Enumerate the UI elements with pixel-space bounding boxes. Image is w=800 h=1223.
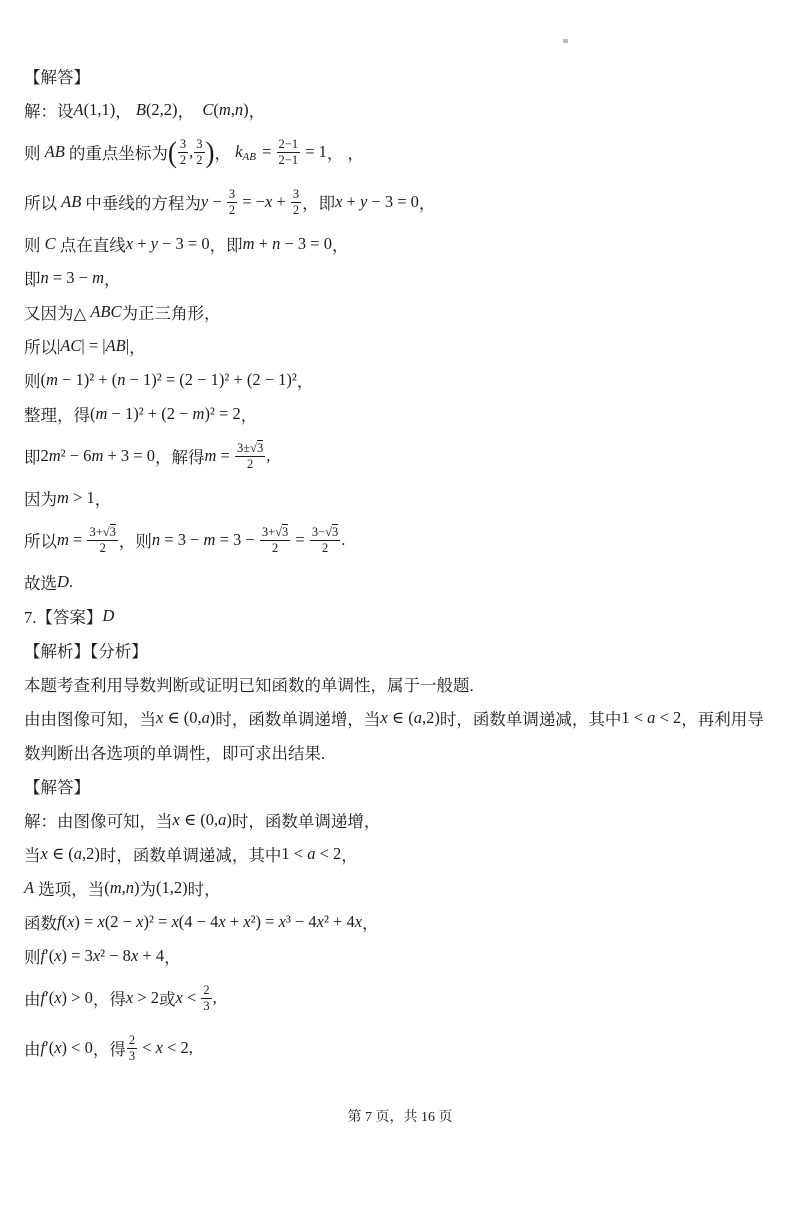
text-run: 点在直线: [55, 236, 126, 255]
fraction: [310, 525, 340, 556]
text-run: ，: [164, 948, 181, 967]
text-run: ，: [94, 490, 112, 509]
math-run: m =: [57, 530, 87, 549]
fraction-denominator: 2: [99, 540, 106, 555]
text-run: ，即: [302, 194, 336, 213]
math-run: x ∈ (a,2): [40, 844, 100, 863]
fraction: [235, 441, 265, 472]
math-run: B(2,2): [135, 100, 178, 119]
subscript: AB: [242, 151, 256, 163]
text-run: 为: [139, 880, 157, 899]
text-run: 整理，得: [24, 406, 90, 425]
math-run: 1 < a < 2: [621, 708, 682, 727]
math-run: n = 3 − m: [40, 268, 105, 287]
text-run: ，: [115, 102, 136, 121]
stray-mark: [563, 39, 568, 43]
math-run: |AC| = |AB|: [57, 336, 130, 355]
math-run: (m − 1)² + (n − 1)² = (2 − 1)² + (2 − 1)²: [40, 370, 297, 389]
text-run: 则: [24, 236, 45, 255]
fraction-numerator: 3+√3: [89, 524, 116, 539]
fraction-numerator: 3±√3: [236, 440, 264, 455]
big-paren: (: [167, 134, 177, 168]
radicand: 3: [332, 524, 339, 539]
solution-line: [24, 486, 796, 510]
text-run: ，得: [92, 990, 126, 1009]
math-run: f′(x) > 0: [40, 988, 93, 1007]
text-run: ，: [177, 102, 203, 121]
text-run: 函数: [24, 914, 57, 933]
solution-line: [24, 842, 796, 866]
text-run: 则: [24, 372, 41, 391]
text-run: ，: [341, 846, 358, 865]
text-run: 故选: [24, 574, 57, 593]
fraction: [201, 983, 211, 1014]
fraction: [260, 525, 290, 556]
text-run: 为正三角形，: [121, 304, 221, 323]
text-run: ，: [331, 236, 349, 255]
solution-line: [24, 1028, 796, 1068]
solution-line: [24, 570, 796, 594]
radical-sign: √: [250, 440, 257, 455]
text-run: 解：设: [24, 102, 74, 121]
text-run: ，: [240, 406, 258, 425]
fraction-denominator: 2: [292, 202, 300, 217]
math-run: = −x +: [238, 192, 290, 211]
text-run: 时，函数单调递减，其中: [439, 710, 622, 729]
fraction-numerator: 3: [228, 186, 236, 201]
math-run: x + y − 3 = 0: [335, 192, 419, 211]
solution-line: [24, 740, 796, 764]
math-run: ,: [212, 988, 217, 1007]
text-run: ，: [362, 914, 379, 933]
text-run: 解：由图像可知，当: [24, 812, 173, 831]
fraction-denominator: 2−1: [278, 152, 299, 167]
solution-line: [24, 520, 796, 560]
text-run: 当: [24, 846, 41, 865]
fraction-denominator: 2: [321, 540, 329, 555]
solution-line: [24, 132, 796, 172]
text-run: 所以: [24, 532, 57, 551]
solution-line: [24, 64, 796, 88]
math-run: ,: [188, 1038, 193, 1057]
solution-line: [24, 182, 796, 222]
text-run: 【解答】: [24, 68, 90, 87]
solution-line: [24, 672, 796, 696]
text-run: ， ，: [326, 144, 365, 163]
text-run: 则: [24, 948, 41, 967]
math-run: A: [24, 878, 35, 897]
math-run: = 1: [301, 142, 327, 161]
math-run: (m,n): [104, 878, 140, 897]
math-run: AB: [44, 142, 65, 161]
text-run: 由: [24, 990, 41, 1009]
math-run: x > 2: [125, 988, 159, 1007]
text-run: ，: [418, 194, 436, 213]
fraction-numerator: 3: [196, 136, 203, 151]
solution-line: [24, 436, 796, 476]
text-run: 即: [24, 270, 41, 289]
text-run: ，: [248, 102, 266, 121]
text-run: ，则: [118, 532, 152, 551]
text-run: 本题考查利用导数判断或证明已知函数的单调性，属于一般题.: [24, 676, 474, 695]
text-run: 7.【答案】: [24, 608, 103, 627]
fraction-numerator: 3: [292, 186, 300, 201]
big-paren: ): [205, 134, 215, 168]
solution-line: [24, 98, 796, 122]
math-run: =: [257, 142, 276, 161]
math-run: 2m² − 6m + 3 = 0: [40, 446, 155, 465]
text-run: 中垂线的方程为: [81, 194, 201, 213]
text-run: 【解答】: [24, 778, 90, 797]
fraction-denominator: 2: [246, 456, 254, 471]
solution-line: [24, 978, 796, 1018]
solution-line: [24, 706, 796, 730]
radical-sign: √: [102, 524, 110, 539]
text-run: ，解得: [154, 448, 205, 467]
math-run: D.: [57, 572, 74, 591]
math-run: x + y − 3 = 0: [125, 234, 210, 253]
fraction: [291, 187, 301, 218]
math-run: k: [235, 142, 243, 161]
solution-line: [24, 232, 796, 256]
fraction-denominator: 2: [228, 202, 236, 217]
math-run: (1,2): [156, 878, 188, 897]
text-run: ，得: [92, 1040, 126, 1059]
radicand: 3: [109, 524, 116, 539]
text-run: 由: [24, 1040, 41, 1059]
solution-line: [24, 300, 796, 324]
math-run: .: [341, 530, 346, 549]
math-run: (m − 1)² + (2 − m)² = 2: [90, 404, 241, 423]
fraction: [277, 137, 301, 168]
fraction: [127, 1033, 137, 1064]
radical-sign: √: [275, 524, 283, 539]
fraction: [227, 187, 237, 218]
math-run: x ∈ (0,a): [172, 810, 232, 829]
text-run: ，: [104, 270, 121, 289]
solution-line: [24, 638, 796, 662]
math-run: ,: [266, 446, 271, 465]
solution-line: [24, 876, 796, 900]
math-run: x ∈ (a,2): [380, 708, 440, 727]
fraction-denominator: 3: [128, 1048, 136, 1063]
radicand: 3: [256, 440, 264, 455]
solution-line: [24, 334, 796, 358]
text-run: 所以: [24, 194, 62, 213]
fraction-numerator: 3: [179, 136, 187, 151]
fraction-numerator: 2−1: [278, 136, 299, 151]
text-run: 由由图像可知，当: [24, 710, 156, 729]
fraction-numerator: 2: [128, 1032, 136, 1047]
text-run: 时，函数单调递增，当: [215, 710, 381, 729]
math-run: A(1,1): [73, 100, 116, 119]
text-run: 则: [24, 144, 45, 163]
math-run: =: [291, 530, 309, 549]
fraction-denominator: 2: [271, 540, 279, 555]
math-run: m > 1: [57, 488, 95, 507]
math-run: C(m,n): [202, 100, 249, 119]
math-run: 1 < a < 2: [281, 844, 342, 863]
math-run: f(x) = x(2 − x)² = x(4 − 4x + x²) = x³ − 4x² + 4x: [57, 912, 363, 931]
text-run: 【解析】【分析】: [24, 642, 148, 661]
fraction-numerator: 3−√3: [311, 524, 339, 539]
solution-line: [24, 808, 796, 832]
math-run: ABC: [90, 302, 122, 321]
text-run: 时，: [187, 880, 221, 899]
text-run: 因为: [24, 490, 57, 509]
math-run: x <: [175, 988, 201, 1007]
math-run: x ∈ (0,a): [156, 708, 216, 727]
radical-sign: √: [325, 524, 333, 539]
fraction-denominator: 2: [196, 152, 203, 167]
text-run: 即: [24, 448, 41, 467]
text-run: 或: [158, 990, 176, 1009]
radicand: 3: [282, 524, 289, 539]
fraction-denominator: 3: [203, 998, 210, 1013]
math-run: f′(x) < 0: [40, 1038, 93, 1057]
math-run: D: [102, 606, 115, 625]
text-run: 时，函数单调递减，其中: [99, 846, 282, 865]
math-run: ,: [189, 142, 194, 161]
math-run: f′(x) = 3x² − 8x + 4: [40, 946, 165, 965]
solution-line: [24, 774, 796, 798]
fraction: [178, 137, 188, 168]
fraction-denominator: 2: [179, 152, 187, 167]
math-run: n = 3 − m = 3 −: [151, 530, 259, 549]
text-run: 选项，当: [34, 880, 105, 899]
text-run: 的重点坐标为: [64, 144, 168, 163]
math-run: C: [44, 234, 56, 253]
solution-line: [24, 604, 796, 628]
solution-line: [24, 368, 796, 392]
page-number: 第 7 页，共 16 页: [347, 1110, 453, 1125]
math-run: y −: [200, 192, 226, 211]
math-run: < x < 2: [138, 1038, 189, 1057]
solution-line: [24, 944, 796, 968]
text-run: 所以: [24, 338, 57, 357]
math-run: AB: [61, 192, 82, 211]
solution-lines: [24, 54, 796, 1078]
text-run: ，再利用导: [681, 710, 764, 729]
solution-line: [24, 266, 796, 290]
text-run: ，即: [209, 236, 243, 255]
solution-line: [24, 910, 796, 934]
solution-line: [24, 402, 796, 426]
fraction-numerator: 2: [203, 982, 210, 997]
text-run: ，: [129, 338, 146, 357]
math-run: m + n − 3 = 0: [242, 234, 332, 253]
fraction: [194, 137, 204, 168]
fraction: [87, 525, 117, 556]
text-run: 又因为△: [24, 304, 91, 323]
text-run: ，: [214, 144, 236, 163]
text-run: 数判断出各选项的单调性，即可求出结果.: [24, 744, 326, 763]
fraction-numerator: 3+√3: [261, 524, 289, 539]
text-run: 时，函数单调递增，: [231, 812, 381, 831]
text-run: ，: [296, 372, 314, 391]
math-run: m =: [204, 446, 234, 465]
